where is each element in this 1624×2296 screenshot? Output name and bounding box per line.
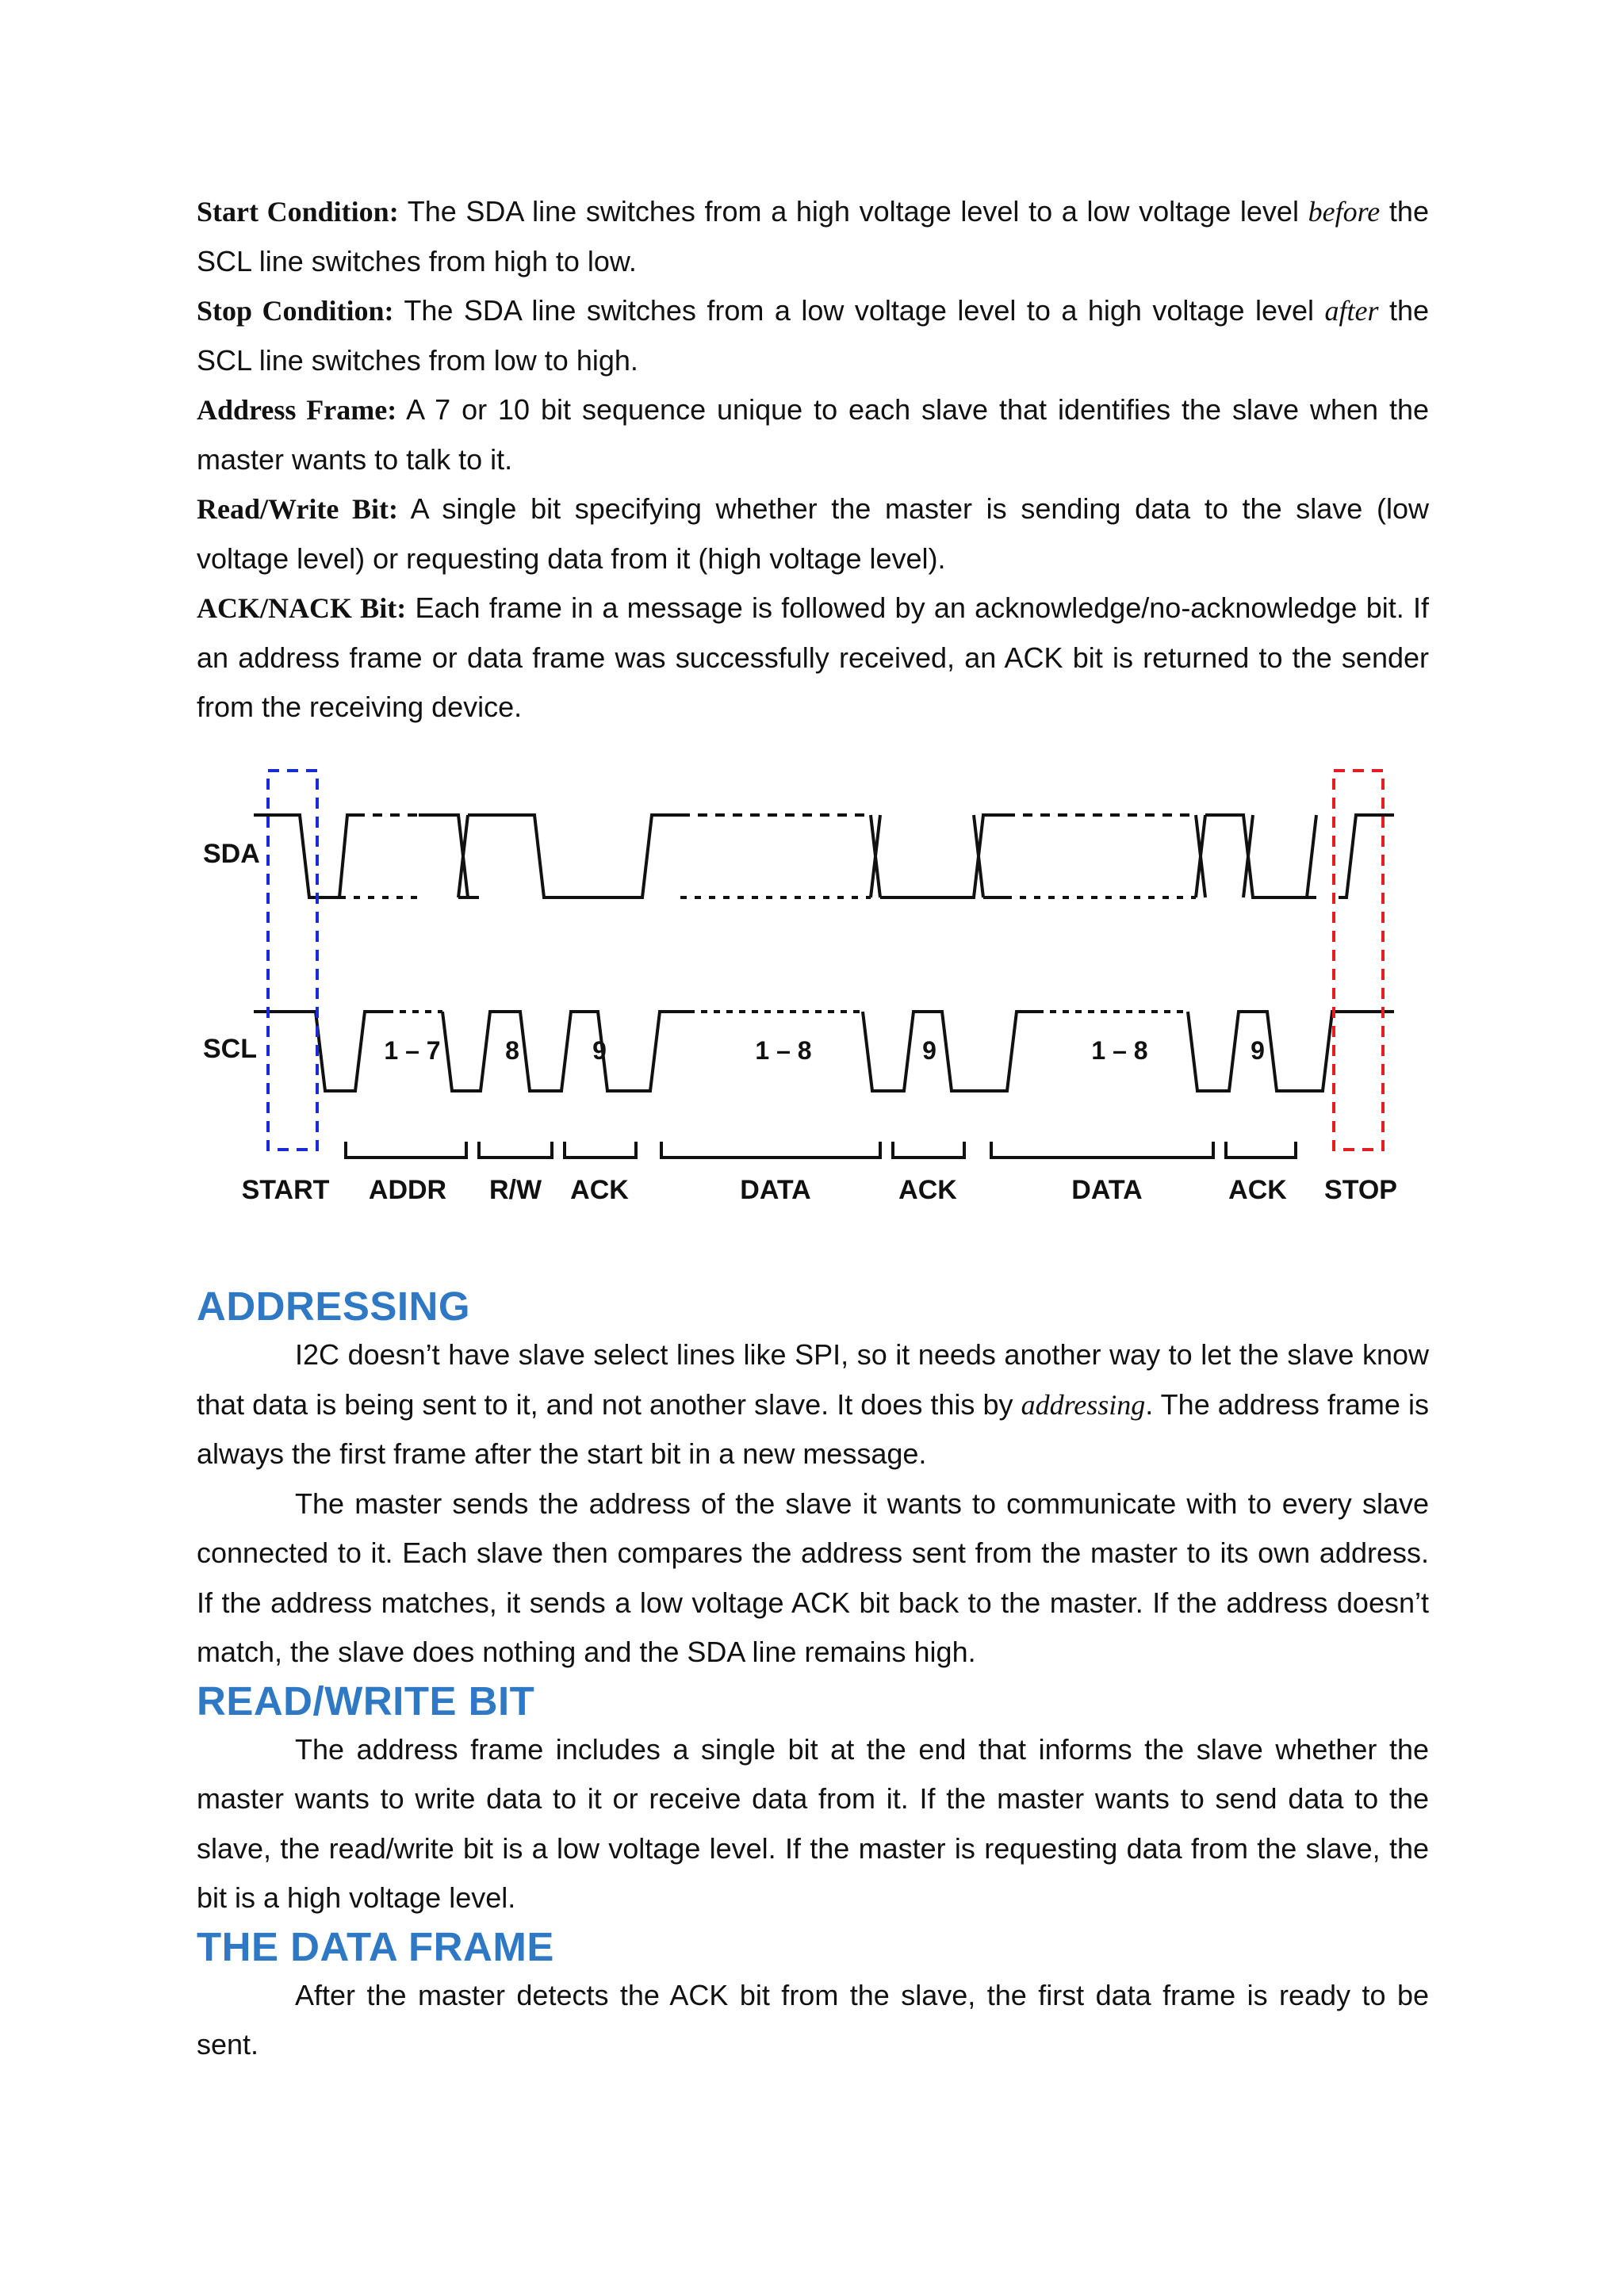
- section-paragraph: [197, 1479, 1429, 1678]
- pulse-label-data-bits: 1 – 8: [1091, 1036, 1148, 1065]
- segment-label-start: START: [241, 1175, 330, 1205]
- definition-stop-condition: [197, 286, 1429, 385]
- segment-label-stop: STOP: [1324, 1175, 1397, 1205]
- pulse-label-rw-bit: 8: [505, 1036, 519, 1065]
- section-paragraph: [197, 1725, 1429, 1923]
- definition-term: Stop Condition:: [197, 295, 394, 327]
- section-read-write-bit: [197, 1678, 1429, 1923]
- definition-start-condition: [197, 187, 1429, 286]
- section-paragraph: [197, 1971, 1429, 2070]
- section-paragraph: [197, 1330, 1429, 1479]
- stop-condition-box: [1334, 771, 1383, 1150]
- section-addressing: [197, 1283, 1429, 1678]
- definition-read-write-bit: [197, 484, 1429, 584]
- definition-term: ACK/NACK Bit:: [197, 592, 407, 624]
- definition-term: Start Condition:: [197, 196, 399, 228]
- paragraph-text: I2C doesn’t have slave select lines like SPI, so it needs another way to let the slave know that data is being sent to it, and not another slave. It does this by: [197, 1338, 1429, 1421]
- segment-label-addr: ADDR: [368, 1175, 447, 1205]
- sda-waveform: [254, 815, 1394, 897]
- definition-text: Each frame in a message is followed by an acknowledge/no-acknowledge bit. If an address frame or data frame was successfully received, an ACK bit is returned to the sender from the receiving device.: [197, 591, 1429, 723]
- i2c-timing-diagram: [197, 761, 1434, 1221]
- segment-label-data: DATA: [740, 1175, 811, 1205]
- segment-brackets: [346, 1142, 1296, 1158]
- definition-text: The SDA line switches from a low voltage level to a high voltage level: [393, 294, 1325, 327]
- paragraph-text-end: . The address frame is always the first frame after the start bit in a new message.: [197, 1387, 1429, 1470]
- segment-label-rw: R/W: [488, 1175, 542, 1205]
- paragraph-text: The master sends the address of the slave it wants to communicate with to every slave connected to it. Each slave then compares the address sent from the master to its own address. If the address matches, it sends a low voltage ACK bit back to the master. If the address doesn’t match, the slave does nothing and the SDA line remains high.: [197, 1487, 1429, 1668]
- segment-label-ack: ACK: [570, 1175, 629, 1205]
- section-heading: READ/WRITE BIT: [197, 1678, 535, 1724]
- definition-address-frame: [197, 385, 1429, 484]
- segment-label-ack: ACK: [1228, 1175, 1287, 1205]
- timing-diagram-svg: [197, 761, 1434, 1221]
- section-data-frame: [197, 1923, 1429, 2070]
- definition-emphasis: after: [1324, 295, 1379, 327]
- scl-label: SCL: [203, 1034, 257, 1064]
- segment-label-data: DATA: [1071, 1175, 1143, 1205]
- definition-ack-nack-bit: [197, 584, 1429, 733]
- sections-container: [197, 1283, 1429, 2070]
- start-condition-box: [268, 771, 317, 1150]
- definition-text: A 7 or 10 bit sequence unique to each slave that identifies the slave when the master wants to talk to it.: [197, 393, 1429, 476]
- pulse-label-addr-bits: 1 – 7: [384, 1036, 441, 1065]
- definition-text: A single bit specifying whether the master is sending data to the slave (low voltage level) or requesting data from it (high voltage level).: [197, 492, 1429, 575]
- definition-text: The SDA line switches from a high voltage level to a low voltage level: [398, 195, 1308, 228]
- definition-term: Read/Write Bit:: [197, 493, 398, 525]
- paragraph-text: The address frame includes a single bit at the end that informs the slave whether the master wants to write data to it or receive data from it. If the master wants to send data to the slave, the read/write bit is a low voltage level. If the master is requesting data from the slave, the bit is a high voltage level.: [197, 1732, 1429, 1914]
- pulse-label-ack-bit: 9: [922, 1036, 936, 1065]
- definitions-list: [197, 187, 1429, 733]
- section-heading: THE DATA FRAME: [197, 1923, 554, 1969]
- definition-text-end: the SCL line switches from low to high.: [197, 294, 1429, 377]
- pulse-label-ack-bit: 9: [1251, 1036, 1265, 1065]
- definition-term: Address Frame:: [197, 394, 397, 426]
- paragraph-emphasis: addressing: [1021, 1388, 1146, 1421]
- paragraph-text: After the master detects the ACK bit from the slave, the first data frame is ready to be sent.: [197, 1978, 1429, 2061]
- pulse-label-ack-bit: 9: [592, 1036, 607, 1065]
- definition-text-end: the SCL line switches from high to low.: [197, 195, 1429, 277]
- pulse-label-data-bits: 1 – 8: [755, 1036, 812, 1065]
- sda-label: SDA: [203, 839, 260, 869]
- section-heading: ADDRESSING: [197, 1284, 471, 1329]
- definition-emphasis: before: [1308, 196, 1381, 228]
- segment-label-ack: ACK: [898, 1175, 957, 1205]
